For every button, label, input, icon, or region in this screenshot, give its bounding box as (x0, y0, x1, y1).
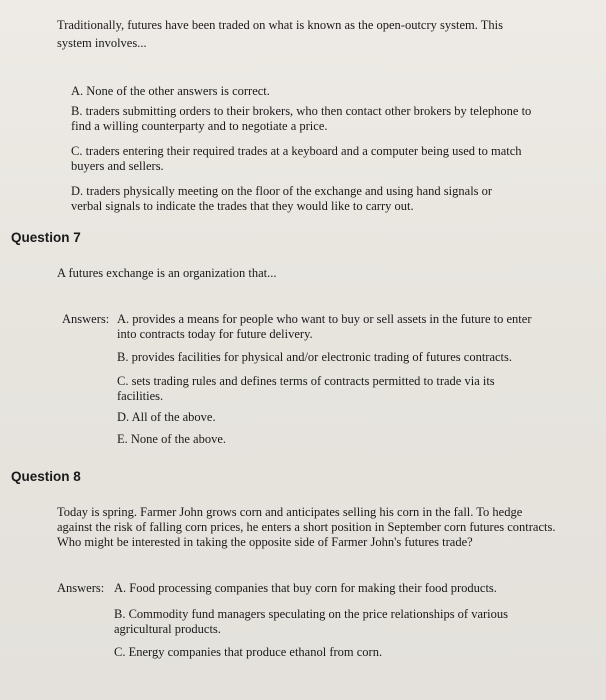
question-7-option-c: C. sets trading rules and defines terms of contracts permitted to trade via its facilities. (117, 374, 495, 403)
question-7-answers-label: Answers: (62, 312, 110, 326)
q6-intro-line-2: system involves... (57, 36, 147, 50)
question-7-prompt: A futures exchange is an organization that... (57, 266, 277, 280)
question-8-option-a: A. Food processing companies that buy corn for making their food products. (114, 581, 497, 595)
q6-option-d: D. traders physically meeting on the floor of the exchange and using hand signals or verbal signals to indicate the trades that they would like to carry out. (71, 184, 493, 213)
question-8-option-b: B. Commodity fund managers speculating on the price relationships of various agricultural products. (114, 607, 509, 636)
question-7-option-a: A. provides a means for people who want to buy or sell assets in the future to enter into contracts today for future delivery. (117, 312, 532, 341)
question-8-answers-label: Answers: (57, 581, 105, 595)
question-8-heading: Question 8 (11, 469, 81, 484)
question-7-heading: Question 7 (11, 230, 81, 245)
question-7-option-d: D. All of the above. (117, 410, 216, 424)
question-8-option-c: C. Energy companies that produce ethanol from corn. (114, 645, 383, 659)
question-7-option-e: E. None of the above. (117, 432, 226, 446)
q6-option-a: A. None of the other answers is correct. (71, 84, 270, 98)
question-8-prompt: Today is spring. Farmer John grows corn and anticipates selling his corn in the fall. To hedge against the risk of falling corn prices, he enters a short position in September corn futures contracts. Who might be interested in taking the opposite side of Farmer John's futures trade? (57, 505, 556, 549)
q6-option-c: C. traders entering their required trades at a keyboard and a computer being used to match buyers and sellers. (71, 144, 522, 173)
q6-intro-line-1: Traditionally, futures have been traded on what is known as the open-outcry system. This (57, 18, 503, 32)
question-7-option-b: B. provides facilities for physical and/or electronic trading of futures contracts. (117, 350, 513, 364)
q6-option-b: B. traders submitting orders to their brokers, who then contact other brokers by telephone to find a willing counterparty and to negotiate a price. (71, 104, 532, 133)
